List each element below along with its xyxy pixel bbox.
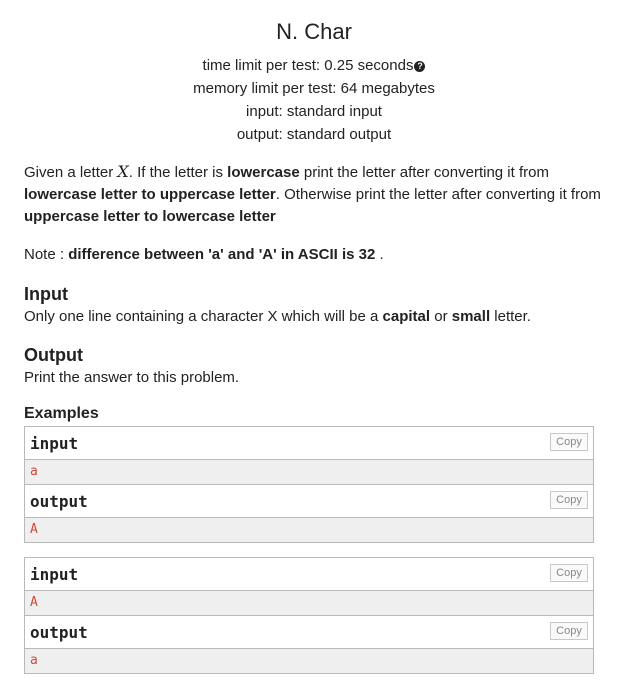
example-input-header — [25, 558, 593, 591]
memory-limit: memory limit per test: 64 megabytes — [193, 80, 435, 97]
copy-button[interactable]: Copy — [550, 564, 588, 582]
time-limit-text: time limit per test: 0.25 seconds — [202, 57, 414, 74]
input-section-title: Input — [24, 284, 68, 304]
input-label: input — [30, 434, 79, 453]
copy-button[interactable]: Copy — [550, 622, 588, 640]
examples-title: Examples — [24, 405, 99, 422]
output-spec: output: standard output — [236, 126, 392, 143]
variable-x: X — [117, 162, 129, 181]
question-icon[interactable]: ? — [414, 61, 425, 72]
input-label: input — [30, 565, 79, 584]
example-input: A — [25, 591, 593, 616]
copy-button[interactable]: Copy — [550, 491, 588, 509]
output-label: output — [30, 492, 88, 511]
input-section-text: Only one line containing a character X which will be a capital or small letter. — [24, 308, 531, 325]
example-output: A — [25, 518, 593, 542]
note: Note : difference between 'a' and 'A' in ASCII is 32 . — [24, 246, 384, 263]
example-input-header — [25, 427, 593, 460]
input-spec: input: standard input — [246, 103, 382, 120]
example-output: a — [25, 649, 593, 673]
output-label: output — [30, 623, 88, 642]
example-block — [24, 426, 594, 543]
example-output-header — [25, 485, 593, 518]
time-limit — [0, 57, 628, 74]
example-block — [24, 557, 594, 674]
output-section-title: Output — [24, 345, 83, 365]
output-section-text: Print the answer to this problem. — [24, 369, 240, 386]
example-input: a — [25, 460, 593, 485]
copy-button[interactable]: Copy — [550, 433, 588, 451]
problem-title: N. Char — [276, 19, 352, 44]
example-output-header — [25, 616, 593, 649]
problem-statement: Given a letter X. If the letter is lowercase print the letter after converting it from lowercase letter to uppercase letter. Otherwise print the letter after converting it from uppercase letter to lowercase letter — [24, 162, 601, 225]
